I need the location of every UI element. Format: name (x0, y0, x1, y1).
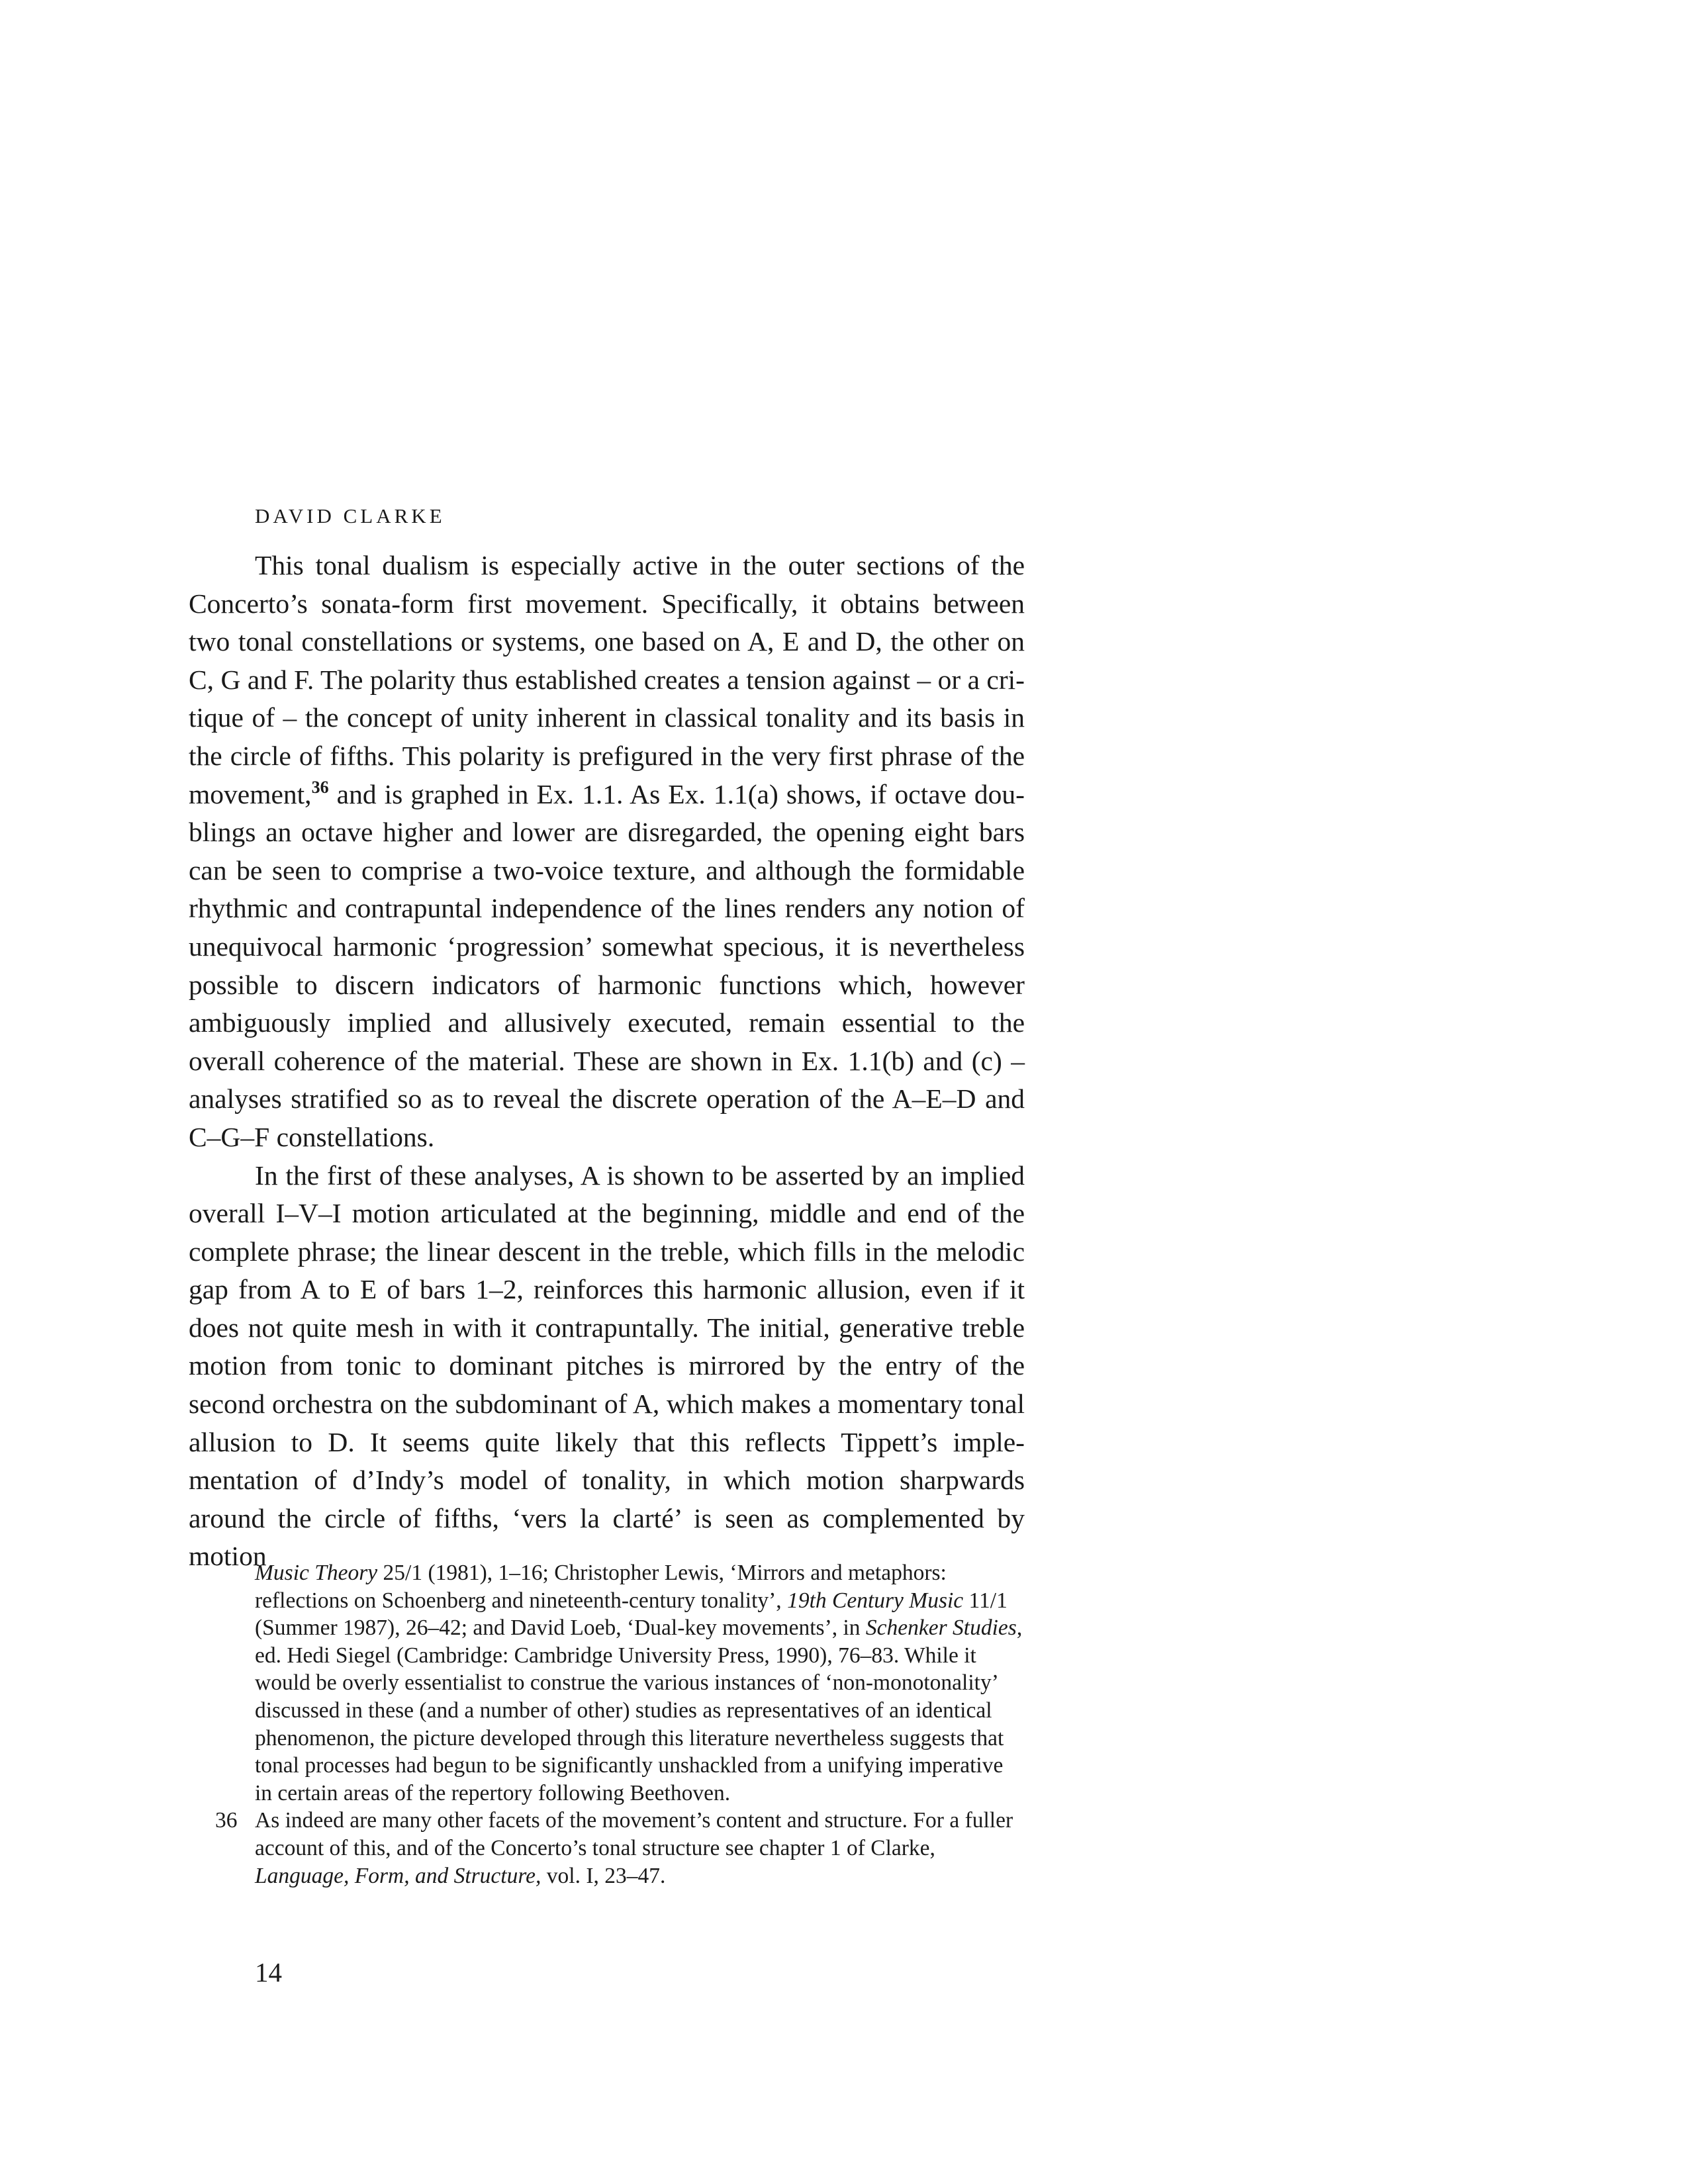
fn36-text-1: As indeed are many other facets of the movement’s content and structure. For a fuller account of this, and of the Concerto’s tonal structure see chapter 1 of Clarke, (255, 1808, 1013, 1860)
fn-cont-title-5: Schenker Studies (865, 1615, 1017, 1641)
paragraph-1-text-a: This tonal dualism is especially active in the outer sections of the Concerto’s sonata-form first movement. Specifically, it obtains between two tonal constellations or systems, one based on A, E and D, the other on C, G and F. The polarity thus established creates a tension against – or a critique of – the concept of unity inherent in classical tonality and its basis in the circle of fifths. This polarity is prefigured in the very first phrase of the movement, (189, 550, 1025, 809)
fn-cont-title-3: 19th Century Music (787, 1588, 964, 1613)
fn36-text-3: vol. I, 23–47. (541, 1863, 666, 1888)
fn-cont-text-4: 11/1 (Summer 1987), 26–42; and David Loeb, ‘Dual-key movements’, in (255, 1588, 1008, 1641)
footnote-ref-36[interactable]: 36 (311, 777, 329, 797)
paragraph-1-text-b: and is graphed in Ex. 1.1. As Ex. 1.1(a) shows, if octave doublings an octave higher and lower are disregarded, the opening eight bars can be seen to comprise a two-voice texture, and although the formidable rhythmic and contrapuntal independence of the lines renders any notion of unequivocal harmonic ‘progression’ somewhat specious, it is nevertheless possible to discern indicators of harmonic functions which, however ambiguously implied and allusively executed, remain essential to the overall coherence of the material. These are shown in Ex. 1.1(b) and (c) – analyses stratified so as to reveal the discrete operation of the A–E–D and C–G–F constellations. (189, 778, 1025, 1152)
fn-cont-text-6: , ed. Hedi Siegel (Cambridge: Cambridge University Press, 1990), 76–83. While it would be overly essentialist to construe the various instances of ‘non-monotonality’ discussed in these (and a number of other) studies as representatives of an identical phenomenon, the picture developed through this literature nevertheless suggests that tonal processes had begun to be significantly unshackled from a unifying imperative in certain areas of the repertory following Beethoven. (255, 1615, 1023, 1805)
page-number: 14 (255, 1957, 282, 1987)
fn-cont-title-1: Music Theory (255, 1561, 378, 1585)
fn36-title: Language, Form, and Structure, (255, 1863, 541, 1888)
running-head: DAVID CLARKE (255, 504, 445, 527)
footnotes (215, 1559, 1025, 1889)
paragraph-1 (189, 547, 1025, 1157)
paragraph-2: In the first of these analyses, A is shown to be asserted by an implied overall I–V–I motion articulated at the beginning, middle and end of the complete phrase; the linear descent in the treble, which fills in the melodic gap from A to E of bars 1–2, reinforces this harmonic allusion, even if it does not quite mesh in with it contrapuntally. The initial, generative treble motion from tonic to dominant pitches is mirrored by the entry of the second orchestra on the subdominant of A, which makes a momentary tonal allusion to D. It seems quite likely that this reflects Tippett’s implementation of d’Indy’s model of tonality, in which motion sharpwards around the circle of fifths, ‘vers la clarté’ is seen as complemented by motion (189, 1160, 1025, 1572)
body-text (189, 547, 1025, 1576)
fn-cont-text-2: 25/1 (1981), 1–16; Christopher Lewis, ‘Mirrors and metaphors: reflections on Schoenberg and nineteenth-century tonality’, (255, 1561, 947, 1613)
footnote-36 (215, 1807, 1025, 1889)
footnote-36-number: 36 (215, 1808, 238, 1833)
footnote-continuation (255, 1559, 1025, 1807)
